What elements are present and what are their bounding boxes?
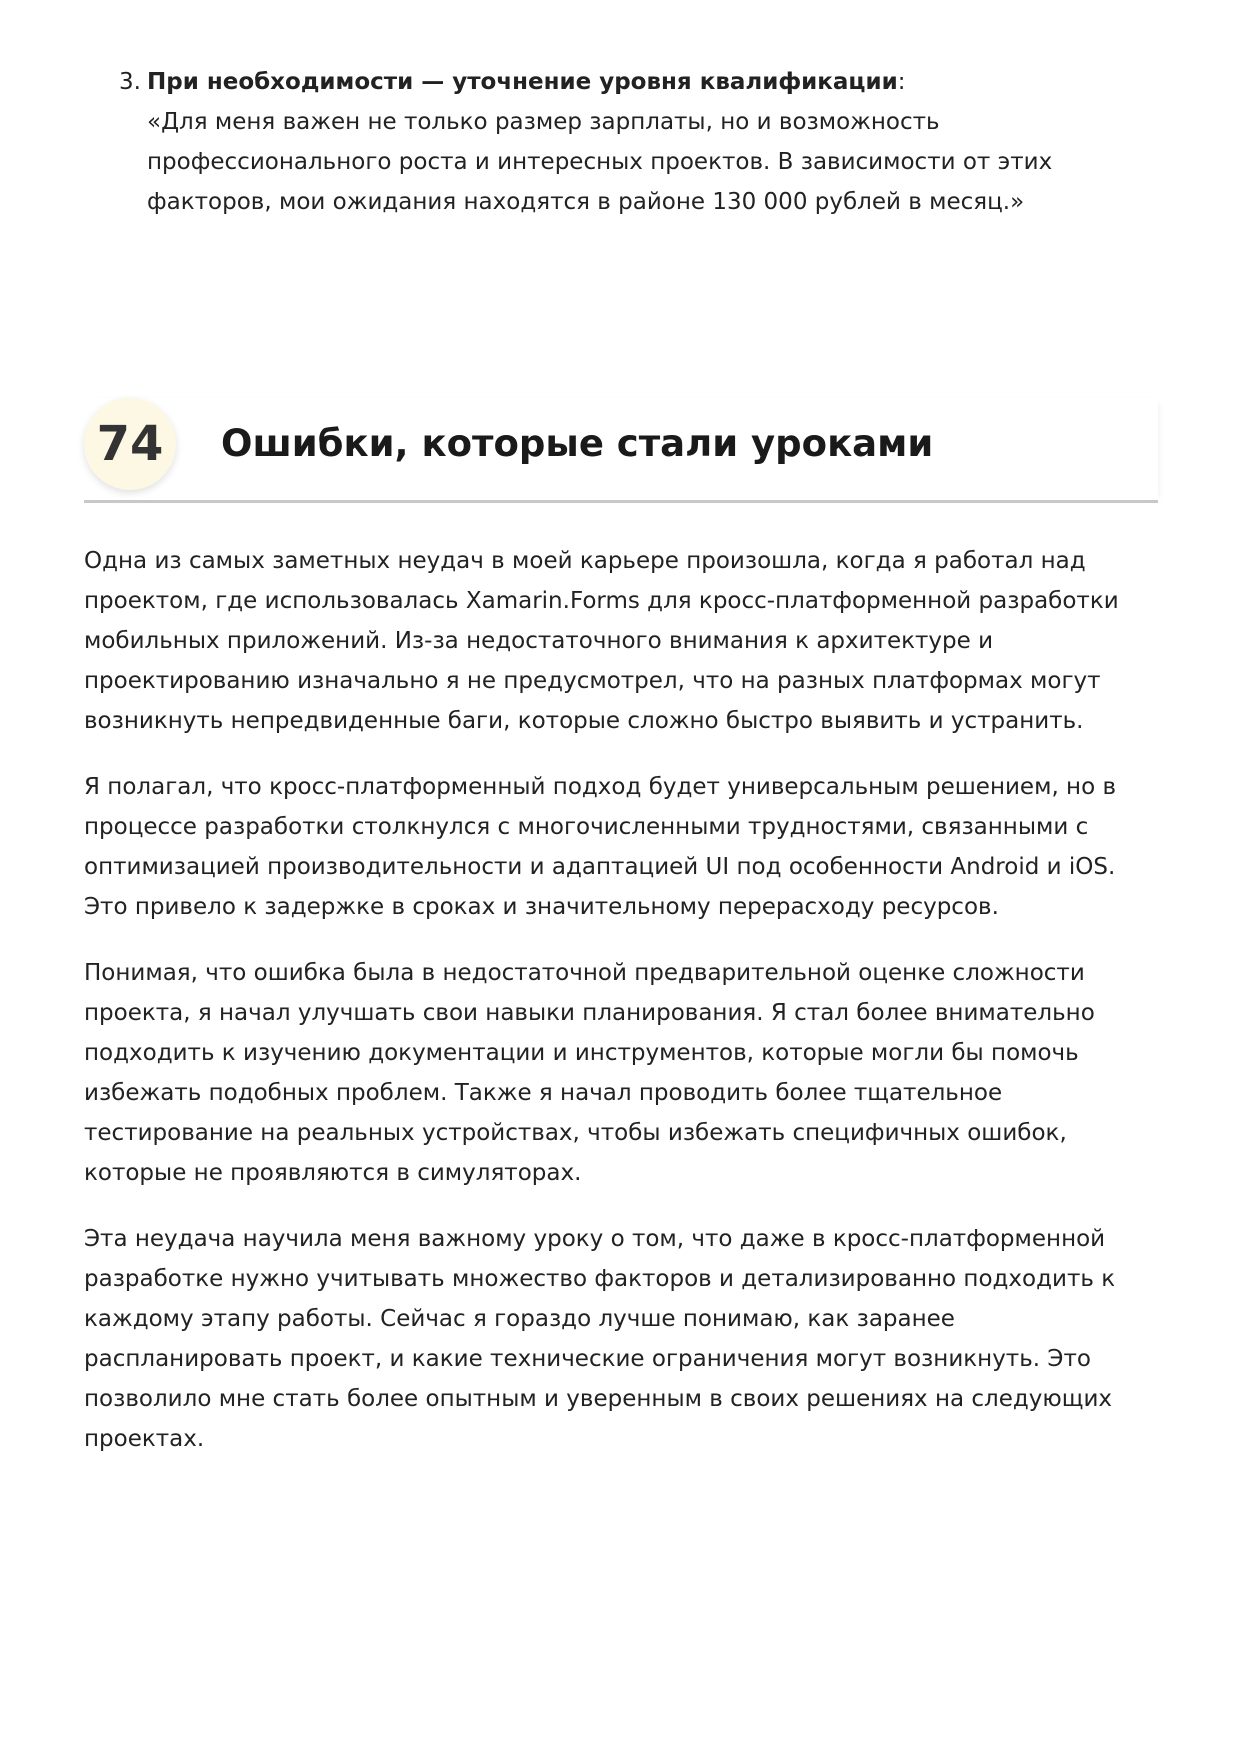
list-item-3 xyxy=(119,62,1119,222)
list-item-body xyxy=(147,62,1119,222)
paragraph-1: Одна из самых заметных неудач в моей карьере произошла, когда я работал над проектом, где использовалась Xamarin.Forms для кросс-платформенной разработки мобильных приложений. Из-за недостаточного внимания к архитектуре и проектированию изначально я не предусмотрел, что на разных платформах могут возникнуть непредвиденные баги, которые сложно быстро выявить и устранить. xyxy=(84,548,1119,734)
list-number: 3. xyxy=(119,69,141,95)
paragraph-3: Понимая, что ошибка была в недостаточной предварительной оценке сложности проекта, я начал улучшать свои навыки планирования. Я стал более внимательно подходить к изучению документации и инструментов, которые могли бы помочь избежать подобных проблем. Также я начал проводить более тщательное тестирование на реальных устройствах, чтобы избежать специфичных ошибок, которые не проявляются в симуляторах. xyxy=(84,960,1095,1186)
section-title: Ошибки, которые стали уроками xyxy=(221,422,934,465)
list-item-quote: «Для меня важен не только размер зарплаты, но и возможность профессионального роста и интересных проектов. В зависимости от этих факторов, мои ожидания находятся в районе 130 000 рублей в месяц.» xyxy=(147,109,1053,215)
list-item-heading: При необходимости — уточнение уровня квалификации xyxy=(147,69,898,95)
section-header xyxy=(84,398,1158,503)
paragraph-2: Я полагал, что кросс-платформенный подход будет универсальным решением, но в процессе разработки столкнулся с многочисленными трудностями, связанными с оптимизацией производительности и адаптацией UI под особенности Android и iOS. Это привело к задержке в сроках и значительному перерасходу ресурсов. xyxy=(84,774,1117,920)
section-body xyxy=(84,541,1158,1485)
section-number-badge: 74 xyxy=(84,398,176,490)
list-item-colon: : xyxy=(897,69,906,95)
paragraph-4: Эта неудача научила меня важному уроку о том, что даже в кросс-платформенной разработке нужно учитывать множество факторов и детализированно подходить к каждому этапу работы. Сейчас я гораздо лучше понимаю, как заранее распланировать проект, и какие технические ограничения могут возникнуть. Это позволило мне стать более опытным и уверенным в своих решениях на следующих проектах. xyxy=(84,1226,1116,1452)
